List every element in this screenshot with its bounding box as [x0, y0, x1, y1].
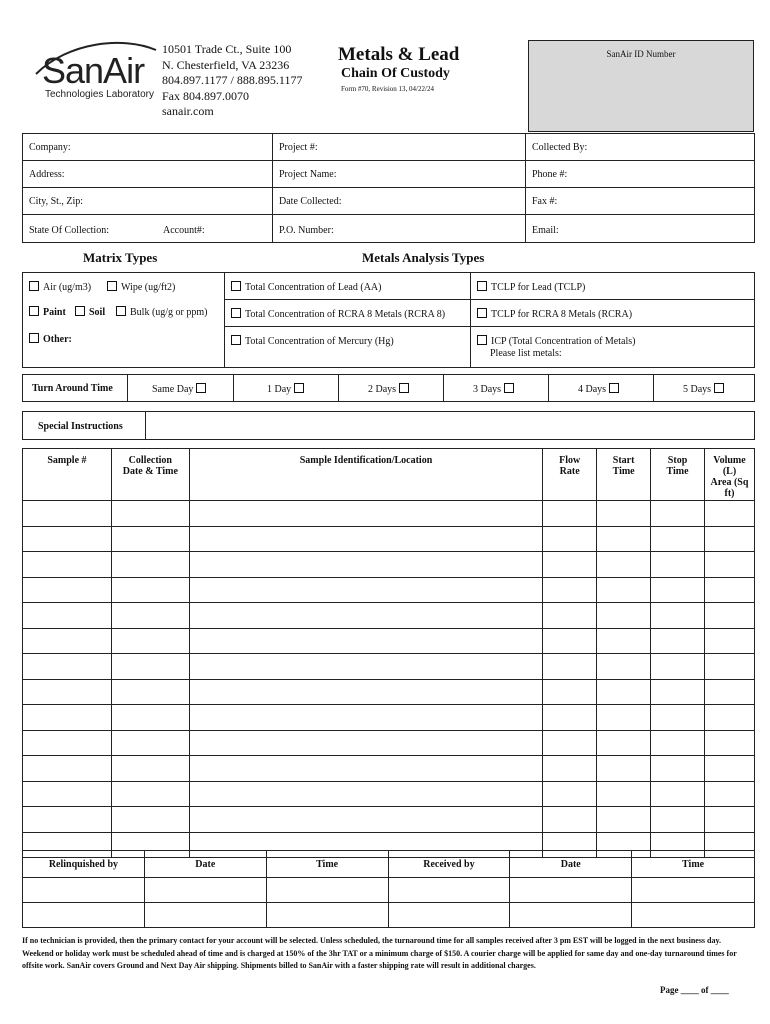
- sample-cell[interactable]: [189, 705, 542, 731]
- matrix-bulk-option[interactable]: [116, 306, 208, 318]
- sample-row: [23, 679, 755, 705]
- sample-cell[interactable]: [597, 577, 651, 603]
- tat-4-days-label: 4 Days: [578, 384, 607, 395]
- lead-aa-option[interactable]: [231, 281, 381, 293]
- icp-metals-list-field[interactable]: Please list metals:: [490, 348, 562, 359]
- tat-5-days-label: 5 Days: [683, 384, 712, 395]
- sample-cell[interactable]: [543, 756, 597, 782]
- icp-label: ICP (Total Concentration of Metals): [491, 336, 636, 347]
- sample-cell[interactable]: [189, 526, 542, 552]
- custody-row: [23, 878, 755, 903]
- sample-cell[interactable]: [651, 807, 705, 833]
- phone-field[interactable]: Phone #:: [532, 169, 568, 180]
- sample-cell[interactable]: [597, 807, 651, 833]
- po-number-field[interactable]: P.O. Number:: [279, 225, 334, 236]
- sample-cell[interactable]: [189, 756, 542, 782]
- sample-cell[interactable]: [111, 807, 189, 833]
- tat-5-days-option[interactable]: [683, 383, 728, 395]
- sample-cell[interactable]: [23, 526, 112, 552]
- sample-cell[interactable]: [111, 501, 189, 527]
- mercury-option[interactable]: [231, 335, 394, 347]
- sample-cell[interactable]: [597, 526, 651, 552]
- tat-2-days-option[interactable]: [368, 383, 413, 395]
- turnaround-label: Turn Around Time: [32, 383, 113, 394]
- sample-col-header: Sample #: [23, 449, 112, 501]
- tat-2-days-checkbox[interactable]: [399, 383, 409, 393]
- address-field[interactable]: Address:: [29, 169, 65, 180]
- footer-note: If no technician is provided, then the primary contact for your account will be selected. Unless scheduled, the turnaround time for all samples received after 3 pm EST will be logged in the next business day. Weekend or holiday work must be scheduled ahead of time and is charged at 150% of the 3hr TAT or a minimum charge of $150. A courier charge will be applied for same day and one-day turnaround times for offsite work. SanAir covers Ground and Next Day Air shipping. Shipments billed to SanAir with a faster shipping rate will result in additional charges.: [22, 936, 737, 970]
- sample-cell[interactable]: [543, 705, 597, 731]
- custody-cell[interactable]: [388, 903, 510, 928]
- email-field[interactable]: Email:: [532, 225, 559, 236]
- sample-cell[interactable]: [111, 654, 189, 680]
- sample-cell[interactable]: [597, 654, 651, 680]
- tat-1-day-checkbox[interactable]: [294, 383, 304, 393]
- sample-row: [23, 603, 755, 629]
- sample-row: [23, 756, 755, 782]
- wipe-checkbox[interactable]: [107, 281, 117, 291]
- tclp-lead-label: TCLP for Lead (TCLP): [491, 282, 586, 293]
- sample-cell[interactable]: [23, 781, 112, 807]
- tat-3-days-checkbox[interactable]: [504, 383, 514, 393]
- sample-col-header: Sample Identification/Location: [189, 449, 542, 501]
- sample-cell[interactable]: [111, 603, 189, 629]
- sample-cell[interactable]: [651, 552, 705, 578]
- matrix-soil-option[interactable]: [75, 306, 105, 318]
- tat-1-day-label: 1 Day: [267, 384, 292, 395]
- sample-cell[interactable]: [651, 705, 705, 731]
- soil-label: Soil: [89, 307, 106, 318]
- paint-checkbox[interactable]: [29, 306, 39, 316]
- address-line: N. Chesterfield, VA 23236: [162, 57, 290, 72]
- air-label: Air (ug/m3): [43, 282, 92, 293]
- matrix-paint-option[interactable]: [29, 306, 66, 318]
- website-line: sanair.com: [162, 104, 214, 118]
- sample-cell[interactable]: [704, 501, 754, 527]
- client-info-grid: [22, 133, 755, 243]
- sample-row: [23, 705, 755, 731]
- sample-cell[interactable]: [597, 628, 651, 654]
- sample-cell[interactable]: [189, 577, 542, 603]
- sample-cell[interactable]: [543, 603, 597, 629]
- sample-col-header: Flow Rate: [543, 449, 597, 501]
- sample-cell[interactable]: [651, 679, 705, 705]
- tat-5-days-checkbox[interactable]: [714, 383, 724, 393]
- rcra8-checkbox[interactable]: [231, 308, 241, 318]
- tclp-rcra-checkbox[interactable]: [477, 308, 487, 318]
- custody-cell[interactable]: [144, 878, 266, 903]
- sample-cell[interactable]: [704, 628, 754, 654]
- sample-cell[interactable]: [597, 730, 651, 756]
- sample-col-header: Start Time: [597, 449, 651, 501]
- sample-cell[interactable]: [543, 526, 597, 552]
- sample-cell[interactable]: [597, 781, 651, 807]
- sample-cell[interactable]: [651, 730, 705, 756]
- sample-cell[interactable]: [23, 628, 112, 654]
- custody-cell[interactable]: [510, 903, 632, 928]
- sample-cell[interactable]: [189, 603, 542, 629]
- fax-line: Fax 804.897.0070: [162, 88, 249, 103]
- sample-cell[interactable]: [704, 603, 754, 629]
- sample-cell[interactable]: [111, 679, 189, 705]
- sample-cell[interactable]: [111, 756, 189, 782]
- tat-same-day-option[interactable]: [152, 383, 210, 395]
- sample-cell[interactable]: [704, 577, 754, 603]
- sample-row: [23, 730, 755, 756]
- sanair-id-box[interactable]: [528, 40, 754, 132]
- sample-cell[interactable]: [111, 628, 189, 654]
- custody-cell[interactable]: [632, 903, 755, 928]
- sample-cell[interactable]: [189, 730, 542, 756]
- sample-cell[interactable]: [597, 756, 651, 782]
- sample-cell[interactable]: [23, 730, 112, 756]
- sample-cell[interactable]: [543, 730, 597, 756]
- sample-cell[interactable]: [704, 679, 754, 705]
- sample-cell[interactable]: [189, 654, 542, 680]
- custody-row: [23, 903, 755, 928]
- matrix-wipe-option[interactable]: [107, 281, 175, 293]
- custody-col-header: Relinquished by: [23, 851, 145, 878]
- sample-cell[interactable]: [23, 654, 112, 680]
- sample-cell[interactable]: [23, 705, 112, 731]
- sample-cell[interactable]: [597, 552, 651, 578]
- tat-4-days-option[interactable]: [578, 383, 623, 395]
- sample-cell[interactable]: [704, 705, 754, 731]
- sample-cell[interactable]: [23, 756, 112, 782]
- sample-cell[interactable]: [23, 552, 112, 578]
- bulk-checkbox[interactable]: [116, 306, 126, 316]
- state-of-collection-field[interactable]: State Of Collection:: [29, 225, 109, 236]
- bulk-label: Bulk (ug/g or ppm): [130, 307, 208, 318]
- sample-row: [23, 781, 755, 807]
- sample-col-header: Collection Date & Time: [111, 449, 189, 501]
- sample-row: [23, 501, 755, 527]
- sample-cell[interactable]: [111, 526, 189, 552]
- custody-col-header: Time: [266, 851, 388, 878]
- form-subtitle: Chain Of Custody: [341, 66, 450, 81]
- sample-cell[interactable]: [189, 628, 542, 654]
- tclp-rcra-label: TCLP for RCRA 8 Metals (RCRA): [491, 309, 633, 320]
- sample-row: [23, 654, 755, 680]
- sample-cell[interactable]: [597, 501, 651, 527]
- form-revision: Form #70, Revision 13, 04/22/24: [341, 85, 434, 93]
- sample-table: [22, 448, 755, 858]
- sample-cell[interactable]: [23, 577, 112, 603]
- sample-cell[interactable]: [111, 552, 189, 578]
- sample-row: [23, 552, 755, 578]
- sample-row: [23, 628, 755, 654]
- custody-cell[interactable]: [266, 903, 388, 928]
- sample-cell[interactable]: [111, 781, 189, 807]
- sample-cell[interactable]: [543, 654, 597, 680]
- sample-cell[interactable]: [543, 781, 597, 807]
- page-number: Page ____ of ____: [660, 985, 729, 995]
- tat-4-days-checkbox[interactable]: [609, 383, 619, 393]
- custody-col-header: Date: [510, 851, 632, 878]
- project-name-field[interactable]: Project Name:: [279, 169, 337, 180]
- sample-cell[interactable]: [651, 781, 705, 807]
- tat-same-day-label: Same Day: [152, 384, 194, 395]
- sample-cell[interactable]: [543, 552, 597, 578]
- metals-analysis-heading: Metals Analysis Types: [362, 250, 485, 265]
- form-title: Metals & Lead: [338, 44, 460, 65]
- lab-address: [162, 42, 302, 120]
- sample-cell[interactable]: [189, 501, 542, 527]
- custody-col-header: Time: [632, 851, 755, 878]
- sample-cell[interactable]: [651, 501, 705, 527]
- sample-cell[interactable]: [597, 603, 651, 629]
- sample-cell[interactable]: [704, 526, 754, 552]
- icp-option[interactable]: [477, 335, 635, 347]
- custody-cell[interactable]: [510, 878, 632, 903]
- air-checkbox[interactable]: [29, 281, 39, 291]
- sample-cell[interactable]: [704, 807, 754, 833]
- lead-aa-label: Total Concentration of Lead (AA): [245, 282, 382, 293]
- sample-cell[interactable]: [704, 781, 754, 807]
- mercury-checkbox[interactable]: [231, 335, 241, 345]
- soil-checkbox[interactable]: [75, 306, 85, 316]
- tclp-lead-option[interactable]: [477, 281, 585, 293]
- sample-cell[interactable]: [23, 603, 112, 629]
- address-line: 10501 Trade Ct., Suite 100: [162, 42, 292, 56]
- sample-col-header: Volume (L) Area (Sq ft): [704, 449, 754, 501]
- tat-3-days-option[interactable]: [473, 383, 518, 395]
- company-field[interactable]: Company:: [29, 142, 71, 153]
- custody-table: [22, 850, 755, 928]
- sample-cell[interactable]: [704, 756, 754, 782]
- sample-cell[interactable]: [704, 552, 754, 578]
- custody-cell[interactable]: [144, 903, 266, 928]
- sample-cell[interactable]: [543, 807, 597, 833]
- other-label: Other:: [43, 334, 72, 345]
- sample-cell[interactable]: [23, 501, 112, 527]
- sample-cell[interactable]: [651, 526, 705, 552]
- city-state-zip-field[interactable]: City, St., Zip:: [29, 196, 84, 207]
- sample-cell[interactable]: [704, 730, 754, 756]
- fax-field[interactable]: Fax #:: [532, 196, 558, 207]
- sample-cell[interactable]: [111, 577, 189, 603]
- sample-cell[interactable]: [543, 577, 597, 603]
- sample-row: [23, 807, 755, 833]
- sample-cell[interactable]: [597, 679, 651, 705]
- sample-cell[interactable]: [651, 603, 705, 629]
- sample-col-header: Stop Time: [651, 449, 705, 501]
- custody-cell[interactable]: [23, 878, 145, 903]
- special-instructions-label: Special Instructions: [38, 421, 123, 432]
- sample-cell[interactable]: [111, 730, 189, 756]
- other-checkbox[interactable]: [29, 333, 39, 343]
- project-number-field[interactable]: Project #:: [279, 142, 318, 153]
- date-collected-field[interactable]: Date Collected:: [279, 196, 342, 207]
- matrix-other-option[interactable]: [29, 333, 72, 345]
- custody-col-header: Date: [144, 851, 266, 878]
- sample-cell[interactable]: [189, 807, 542, 833]
- sample-cell[interactable]: [189, 679, 542, 705]
- tat-3-days-label: 3 Days: [473, 384, 502, 395]
- rcra8-label: Total Concentration of RCRA 8 Metals (RCRA 8): [245, 309, 446, 320]
- custody-cell[interactable]: [266, 878, 388, 903]
- sample-cell[interactable]: [23, 679, 112, 705]
- custody-cell[interactable]: [632, 878, 755, 903]
- tat-2-days-label: 2 Days: [368, 384, 397, 395]
- matrix-air-option[interactable]: [29, 281, 91, 293]
- mercury-label: Total Concentration of Mercury (Hg): [245, 336, 394, 347]
- sample-row: [23, 526, 755, 552]
- sample-cell[interactable]: [651, 577, 705, 603]
- logo-text: SanAir: [42, 50, 145, 91]
- paint-label: Paint: [43, 307, 66, 318]
- phone-line: 804.897.1177 / 888.895.1177: [162, 73, 303, 87]
- custody-cell[interactable]: [23, 903, 145, 928]
- sample-cell[interactable]: [543, 679, 597, 705]
- matrix-types-heading: Matrix Types: [83, 250, 158, 265]
- tclp-lead-checkbox[interactable]: [477, 281, 487, 291]
- wipe-label: Wipe (ug/ft2): [121, 282, 176, 293]
- tat-1-day-option[interactable]: [267, 383, 308, 395]
- icp-checkbox[interactable]: [477, 335, 487, 345]
- sample-cell[interactable]: [189, 781, 542, 807]
- sample-cell[interactable]: [597, 705, 651, 731]
- sample-cell[interactable]: [543, 628, 597, 654]
- collected-by-field[interactable]: Collected By:: [532, 142, 588, 153]
- sample-cell[interactable]: [651, 628, 705, 654]
- logo-subtitle: Technologies Laboratory: [45, 89, 154, 100]
- tclp-rcra-option[interactable]: [477, 308, 632, 320]
- sample-cell[interactable]: [189, 552, 542, 578]
- sample-cell[interactable]: [23, 807, 112, 833]
- custody-col-header: Received by: [388, 851, 510, 878]
- sample-row: [23, 577, 755, 603]
- sample-cell[interactable]: [543, 501, 597, 527]
- custody-cell[interactable]: [388, 878, 510, 903]
- sample-cell[interactable]: [704, 654, 754, 680]
- sanair-id-label: SanAir ID Number: [606, 49, 676, 59]
- sample-cell[interactable]: [111, 705, 189, 731]
- tat-same-day-checkbox[interactable]: [196, 383, 206, 393]
- rcra8-option[interactable]: [231, 308, 445, 320]
- sample-cell[interactable]: [651, 654, 705, 680]
- sample-cell[interactable]: [651, 756, 705, 782]
- lead-aa-checkbox[interactable]: [231, 281, 241, 291]
- account-field[interactable]: Account#:: [163, 225, 205, 236]
- special-instructions-input[interactable]: [146, 412, 754, 439]
